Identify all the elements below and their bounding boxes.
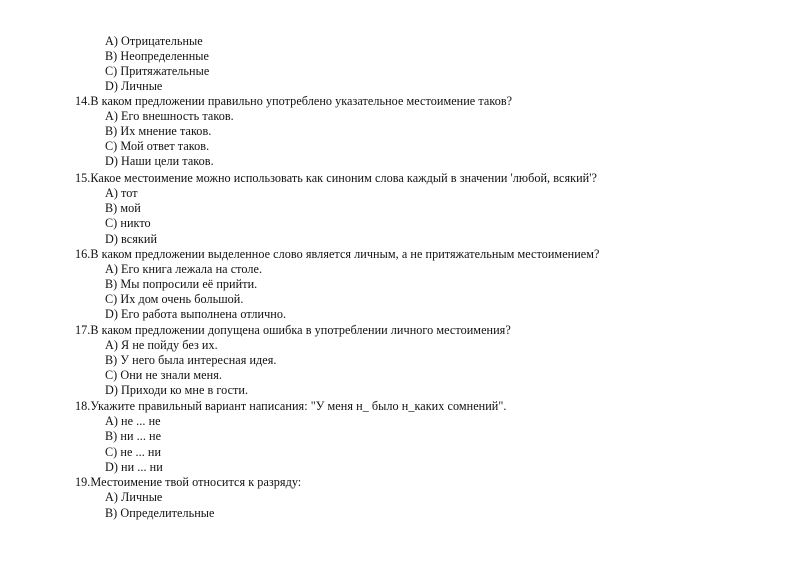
q16-option-b: B) Мы попросили её прийти. bbox=[105, 277, 258, 291]
q19-option-a: A) Личные bbox=[105, 490, 163, 504]
q19-option-b: B) Определительные bbox=[105, 506, 215, 520]
q19-question: 19.Местоимение твой относится к разряду: bbox=[75, 475, 302, 489]
q15-option-d: D) всякий bbox=[105, 232, 158, 246]
q13-option-b: B) Неопределенные bbox=[105, 49, 209, 63]
q17-option-d: D) Приходи ко мне в гости. bbox=[105, 383, 249, 397]
q14-question: 14.В каком предложении правильно употреблено указательное местоимение таков? bbox=[75, 94, 513, 108]
q14-option-d: D) Наши цели таков. bbox=[105, 154, 214, 168]
q15-option-c: C) никто bbox=[105, 216, 151, 230]
q13-option-d: D) Личные bbox=[105, 79, 163, 93]
q13-option-a: A) Отрицательные bbox=[105, 34, 203, 48]
q16-option-c: C) Их дом очень большой. bbox=[105, 292, 244, 306]
q18-question: 18.Укажите правильный вариант написания: "У меня н_ было н_каких сомнений". bbox=[75, 399, 507, 413]
q17-option-a: A) Я не пойду без их. bbox=[105, 338, 218, 352]
q14-option-b: B) Их мнение таков. bbox=[105, 124, 212, 138]
q18-option-c: C) не ... ни bbox=[105, 445, 162, 459]
q16-option-a: A) Его книга лежала на столе. bbox=[105, 262, 263, 276]
q13-option-c: C) Притяжательные bbox=[105, 64, 210, 78]
q17-option-c: C) Они не знали меня. bbox=[105, 368, 222, 382]
q18-option-d: D) ни ... ни bbox=[105, 460, 163, 474]
q16-question: 16.В каком предложении выделенное слово является личным, а не притяжательным местоимением? bbox=[75, 247, 600, 261]
q18-option-b: B) ни ... не bbox=[105, 429, 162, 443]
q14-option-c: C) Мой ответ таков. bbox=[105, 139, 210, 153]
q17-option-b: B) У него была интересная идея. bbox=[105, 353, 277, 367]
q14-option-a: A) Его внешность таков. bbox=[105, 109, 234, 123]
q17-question: 17.В каком предложении допущена ошибка в употреблении личного местоимения? bbox=[75, 323, 511, 337]
q18-option-a: A) не ... не bbox=[105, 414, 161, 428]
q16-option-d: D) Его работа выполнена отлично. bbox=[105, 307, 287, 321]
q15-option-b: B) мой bbox=[105, 201, 141, 215]
q15-option-a: A) тот bbox=[105, 186, 138, 200]
q15-question: 15.Какое местоимение можно использовать как синоним слова каждый в значении 'любой, всякий'? bbox=[75, 171, 597, 185]
